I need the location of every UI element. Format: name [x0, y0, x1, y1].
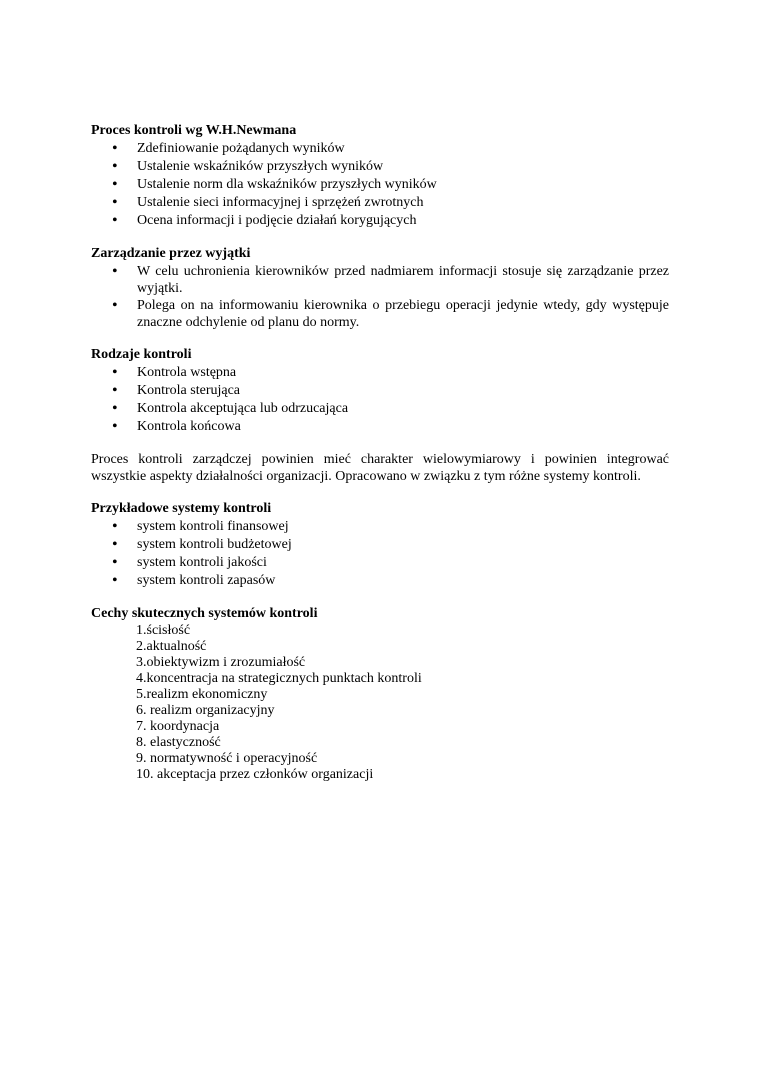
document-page [91, 122, 669, 783]
list-item: 6. realizm organizacyjny [136, 703, 275, 718]
list-item: • Ustalenie sieci informacyjnej i sprzężeń zwrotnych [91, 194, 669, 212]
list-item: 1.ścisłość [136, 623, 191, 638]
spacer [91, 230, 669, 245]
bullet-list [91, 263, 669, 331]
section-newman-control-process [91, 122, 669, 230]
section-heading: Zarządzanie przez wyjątki [91, 246, 251, 261]
list-item: • system kontroli zapasów [91, 572, 669, 590]
list-item: • Kontrola wstępna [91, 364, 669, 382]
list-item: 4.koncentracja na strategicznych punktach kontroli [136, 671, 422, 686]
list-item: 7. koordynacja [136, 719, 220, 734]
list-item: 10. akceptacja przez członków organizacji [136, 767, 374, 782]
bullet-list [91, 140, 669, 230]
section-example-control-systems [91, 500, 669, 590]
spacer [91, 485, 669, 500]
list-item: • Zdefiniowanie pożądanych wyników [91, 140, 669, 158]
list-item: 9. normatywność i operacyjność [136, 751, 318, 766]
bullet-list [91, 518, 669, 590]
list-item: • Ocena informacji i podjęcie działań korygujących [91, 212, 669, 230]
list-item: 2.aktualność [136, 639, 207, 654]
section-heading: Przykładowe systemy kontroli [91, 501, 272, 516]
list-item: • Polega on na informowaniu kierownika o przebiegu operacji jedynie wtedy, gdy występuje znaczne odchylenie od planu do normy. [91, 297, 669, 331]
body-paragraph: Proces kontroli zarządczej powinien mieć charakter wielowymiarowy i powinien integrować wszystkie aspekty działalności organizacji. Opracowano w związku z tym różne systemy kontroli. [91, 452, 669, 484]
section-management-by-exception [91, 245, 669, 331]
list-item: 5.realizm ekonomiczny [136, 687, 268, 702]
bullet-list [91, 364, 669, 436]
list-item: • system kontroli finansowej [91, 518, 669, 536]
list-item: 3.obiektywizm i zrozumiałość [136, 655, 306, 670]
section-heading: Cechy skutecznych systemów kontroli [91, 606, 318, 621]
list-item: • system kontroli jakości [91, 554, 669, 572]
section-control-types [91, 346, 669, 436]
list-item: • Ustalenie norm dla wskaźników przyszłych wyników [91, 176, 669, 194]
section-heading: Proces kontroli wg W.H.Newmana [91, 123, 297, 138]
list-item: • Kontrola końcowa [91, 418, 669, 436]
numbered-list [91, 623, 669, 783]
list-item: 8. elastyczność [136, 735, 221, 750]
section-effective-control-features [91, 605, 669, 783]
list-item: • Kontrola sterująca [91, 382, 669, 400]
list-item: • system kontroli budżetowej [91, 536, 669, 554]
list-item: • W celu uchronienia kierowników przed nadmiarem informacji stosuje się zarządzanie przez wyjątki. [91, 263, 669, 297]
list-item: • Kontrola akceptująca lub odrzucająca [91, 400, 669, 418]
spacer [91, 590, 669, 605]
spacer [91, 436, 669, 451]
list-item: • Ustalenie wskaźników przyszłych wyników [91, 158, 669, 176]
section-heading: Rodzaje kontroli [91, 347, 192, 362]
spacer [91, 331, 669, 346]
